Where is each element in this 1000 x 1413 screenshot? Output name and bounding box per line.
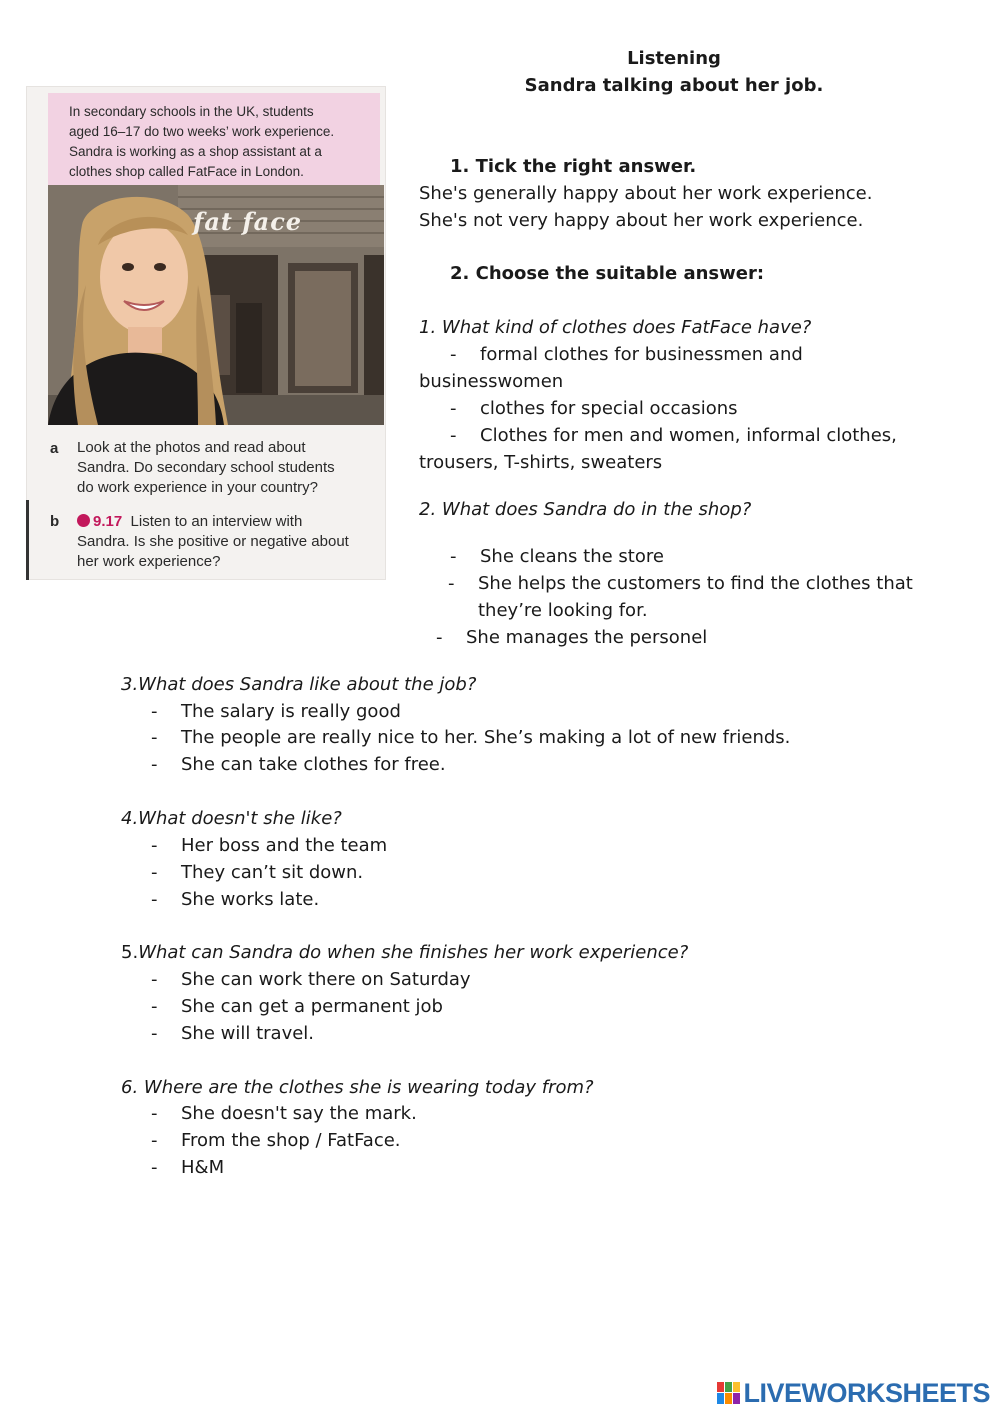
answer-option[interactable] [151,967,471,993]
answer-option[interactable] [151,1101,417,1127]
dash: - [151,1023,158,1044]
intro-line: clothes shop called FatFace in London. [69,164,304,179]
question-number: 5. [121,942,139,963]
intro-box [48,93,380,185]
question-3: 3.What does Sandra like about the job? [121,674,477,695]
liveworksheets-logo[interactable] [717,1378,990,1408]
dash: - [450,398,457,419]
option-text: Clothes for men and women, informal clothes, [480,425,897,446]
question-5 [121,940,688,966]
intro-line: aged 16–17 do two weeks’ work experience. [69,124,335,139]
dash: - [151,727,158,748]
logo-text: LIVEWORKSHEETS [743,1377,990,1408]
answer-option[interactable] [151,994,443,1020]
answer-option-cont: they’re looking for. [478,600,648,621]
option-text: Her boss and the team [181,835,388,856]
option-text: formal clothes for businessmen and [480,344,803,365]
tick-option[interactable]: She's generally happy about her work experience. [419,183,873,204]
option-text: clothes for special occasions [480,398,738,419]
answer-option[interactable] [151,699,401,725]
task-b-line: Sandra. Is she positive or negative about [77,533,349,550]
card-edge-shadow [26,500,29,580]
question-4: 4.What doesn't she like? [121,808,342,829]
option-text: The people are really nice to her. She’s making a lot of new friends. [181,727,791,748]
task-b-line: her work experience? [77,553,221,570]
answer-option[interactable] [448,571,913,597]
dash: - [450,425,457,446]
dash: - [151,996,158,1017]
logo-icon [717,1382,741,1404]
page-subtitle: Sandra talking about her job. [524,75,824,96]
dash: - [151,1157,158,1178]
option-text: They can’t sit down. [181,862,364,883]
intro-line: In secondary schools in the UK, students [69,104,314,119]
answer-option[interactable] [450,342,803,368]
question-6: 6. Where are the clothes she is wearing today from? [121,1077,594,1098]
task-b-line [77,512,302,532]
task-b-text: Listen to an interview with [130,513,303,530]
answer-option[interactable] [450,544,664,570]
answer-option[interactable] [151,887,319,913]
option-text: She will travel. [181,1023,315,1044]
option-text: She works late. [181,889,320,910]
track-number: 9.17 [93,513,123,530]
answer-option[interactable] [450,396,738,422]
option-text: She can take clothes for free. [181,754,446,775]
dash: - [450,546,457,567]
task-a-line: Sandra. Do secondary school students [77,459,335,476]
option-text: She doesn't say the mark. [181,1103,417,1124]
question-text: What can Sandra do when she finishes her work experience? [138,942,689,963]
dash: - [450,344,457,365]
logo-grid-icon [717,1382,741,1404]
option-text: She can get a permanent job [181,996,443,1017]
task-a-line: Look at the photos and read about [77,439,306,456]
dash: - [151,754,158,775]
page-title: Listening [627,48,721,69]
answer-option[interactable] [151,752,446,778]
question-2: 2. What does Sandra do in the shop? [419,499,752,520]
answer-option-cont: businesswomen [419,371,564,392]
option-text: The salary is really good [181,701,401,722]
task-a-line: do work experience in your country? [77,479,318,496]
audio-icon [77,514,90,527]
section1-heading: 1. Tick the right answer. [450,156,697,177]
dash: - [151,969,158,990]
dash: - [151,701,158,722]
answer-option[interactable] [436,625,707,651]
option-text: H&M [181,1157,225,1178]
task-a-letter: a [50,440,59,457]
answer-option-cont: trousers, T-shirts, sweaters [419,452,663,473]
dash: - [151,862,158,883]
answer-option[interactable] [151,1021,314,1047]
option-text: She cleans the store [480,546,664,567]
question-1: 1. What kind of clothes does FatFace have? [419,317,812,338]
answer-option[interactable] [151,725,790,751]
answer-option[interactable] [151,833,387,859]
option-text: She can work there on Saturday [181,969,471,990]
task-b-letter: b [50,513,60,530]
dash: - [448,573,455,594]
section2-heading: 2. Choose the suitable answer: [450,263,765,284]
option-text: From the shop / FatFace. [181,1130,401,1151]
dash: - [436,627,443,648]
sandra-photo [48,185,384,425]
option-text: She helps the customers to find the clothes that [478,573,913,594]
dash: - [151,1130,158,1151]
answer-option[interactable] [151,1155,224,1181]
answer-option[interactable] [450,423,897,449]
answer-option[interactable] [151,1128,401,1154]
dash: - [151,1103,158,1124]
dash: - [151,889,158,910]
tick-option[interactable]: She's not very happy about her work experience. [419,210,864,231]
shop-sign: fat face [193,207,303,236]
answer-option[interactable] [151,860,363,886]
intro-line: Sandra is working as a shop assistant at a [69,144,322,159]
dash: - [151,835,158,856]
option-text: She manages the personel [466,627,708,648]
